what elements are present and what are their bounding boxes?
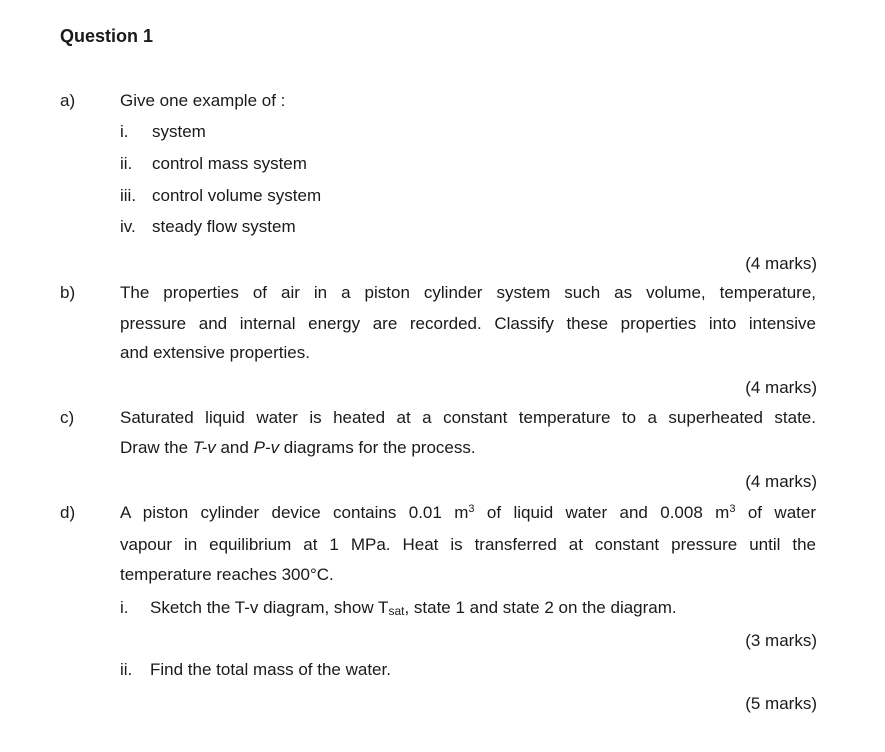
part-c-pv-term: P-v	[253, 438, 280, 457]
part-c-line-2-pre: Draw the	[120, 438, 193, 457]
part-d-line-3: temperature reaches 300°C.	[120, 565, 334, 584]
part-d-line-2: vapour in equilibrium at 1 MPa. Heat is transferred at constant pressure until the	[120, 535, 816, 554]
part-d-line-1-c: of water	[735, 503, 816, 522]
part-d-sub-i-b: , state 1 and state 2 on the diagram.	[404, 598, 677, 617]
part-a-item-iv-text: steady flow system	[152, 217, 296, 236]
part-a-marks: (4 marks)	[745, 254, 817, 273]
part-c-line-2-post: diagrams for the process.	[279, 438, 476, 457]
part-a-prompt: Give one example of :	[120, 91, 286, 110]
part-b-line-3: and extensive properties.	[120, 343, 310, 362]
part-d-sub-ii-marks: (5 marks)	[745, 694, 817, 713]
part-c-label: c)	[60, 408, 75, 427]
part-a-label: a)	[60, 91, 76, 110]
part-a-item-ii-text: control mass system	[152, 154, 307, 173]
part-d-sub-i-num: i.	[120, 598, 129, 617]
part-d-sub-i-marks: (3 marks)	[745, 631, 817, 650]
part-c-line-1: Saturated liquid water is heated at a constant temperature to a superheated state.	[120, 408, 816, 427]
part-d-label: d)	[60, 503, 76, 522]
part-d-sub-ii-text: Find the total mass of the water.	[150, 660, 391, 679]
part-a-item-ii-num: ii.	[120, 154, 133, 173]
part-a-item-i-text: system	[152, 122, 206, 141]
part-d-sub-i-text	[150, 598, 677, 618]
part-d-sub-i-a: Sketch the T-v diagram, show T	[150, 598, 389, 617]
cubic-exponent-2: 3	[729, 503, 736, 515]
part-a-item-iv-num: iv.	[120, 217, 136, 236]
part-d-line-1	[120, 503, 816, 523]
part-d-sub-ii-num: ii.	[120, 660, 133, 679]
part-a-item-iii-text: control volume system	[152, 186, 322, 205]
tsat-subscript: sat	[388, 604, 405, 618]
part-b-label: b)	[60, 283, 76, 302]
part-c-line-2-and: and	[215, 438, 254, 457]
cubic-exponent-1: 3	[468, 503, 475, 515]
part-c-line-2	[120, 438, 476, 458]
part-b-line-2: pressure and internal energy are recorded. Classify these properties into intensive	[120, 314, 816, 333]
part-d-line-1-b: of liquid water and 0.008 m	[474, 503, 730, 522]
part-c-marks: (4 marks)	[745, 472, 817, 491]
question-title: Question 1	[60, 26, 154, 46]
part-c-tv-term: T-v	[192, 438, 216, 457]
part-a-item-i-num: i.	[120, 122, 129, 141]
part-a-item-iii-num: iii.	[120, 186, 137, 205]
part-b-marks: (4 marks)	[745, 378, 817, 397]
part-d-line-1-a: A piston cylinder device contains 0.01 m	[120, 503, 469, 522]
part-b-line-1: The properties of air in a piston cylinder system such as volume, temperature,	[120, 283, 816, 302]
